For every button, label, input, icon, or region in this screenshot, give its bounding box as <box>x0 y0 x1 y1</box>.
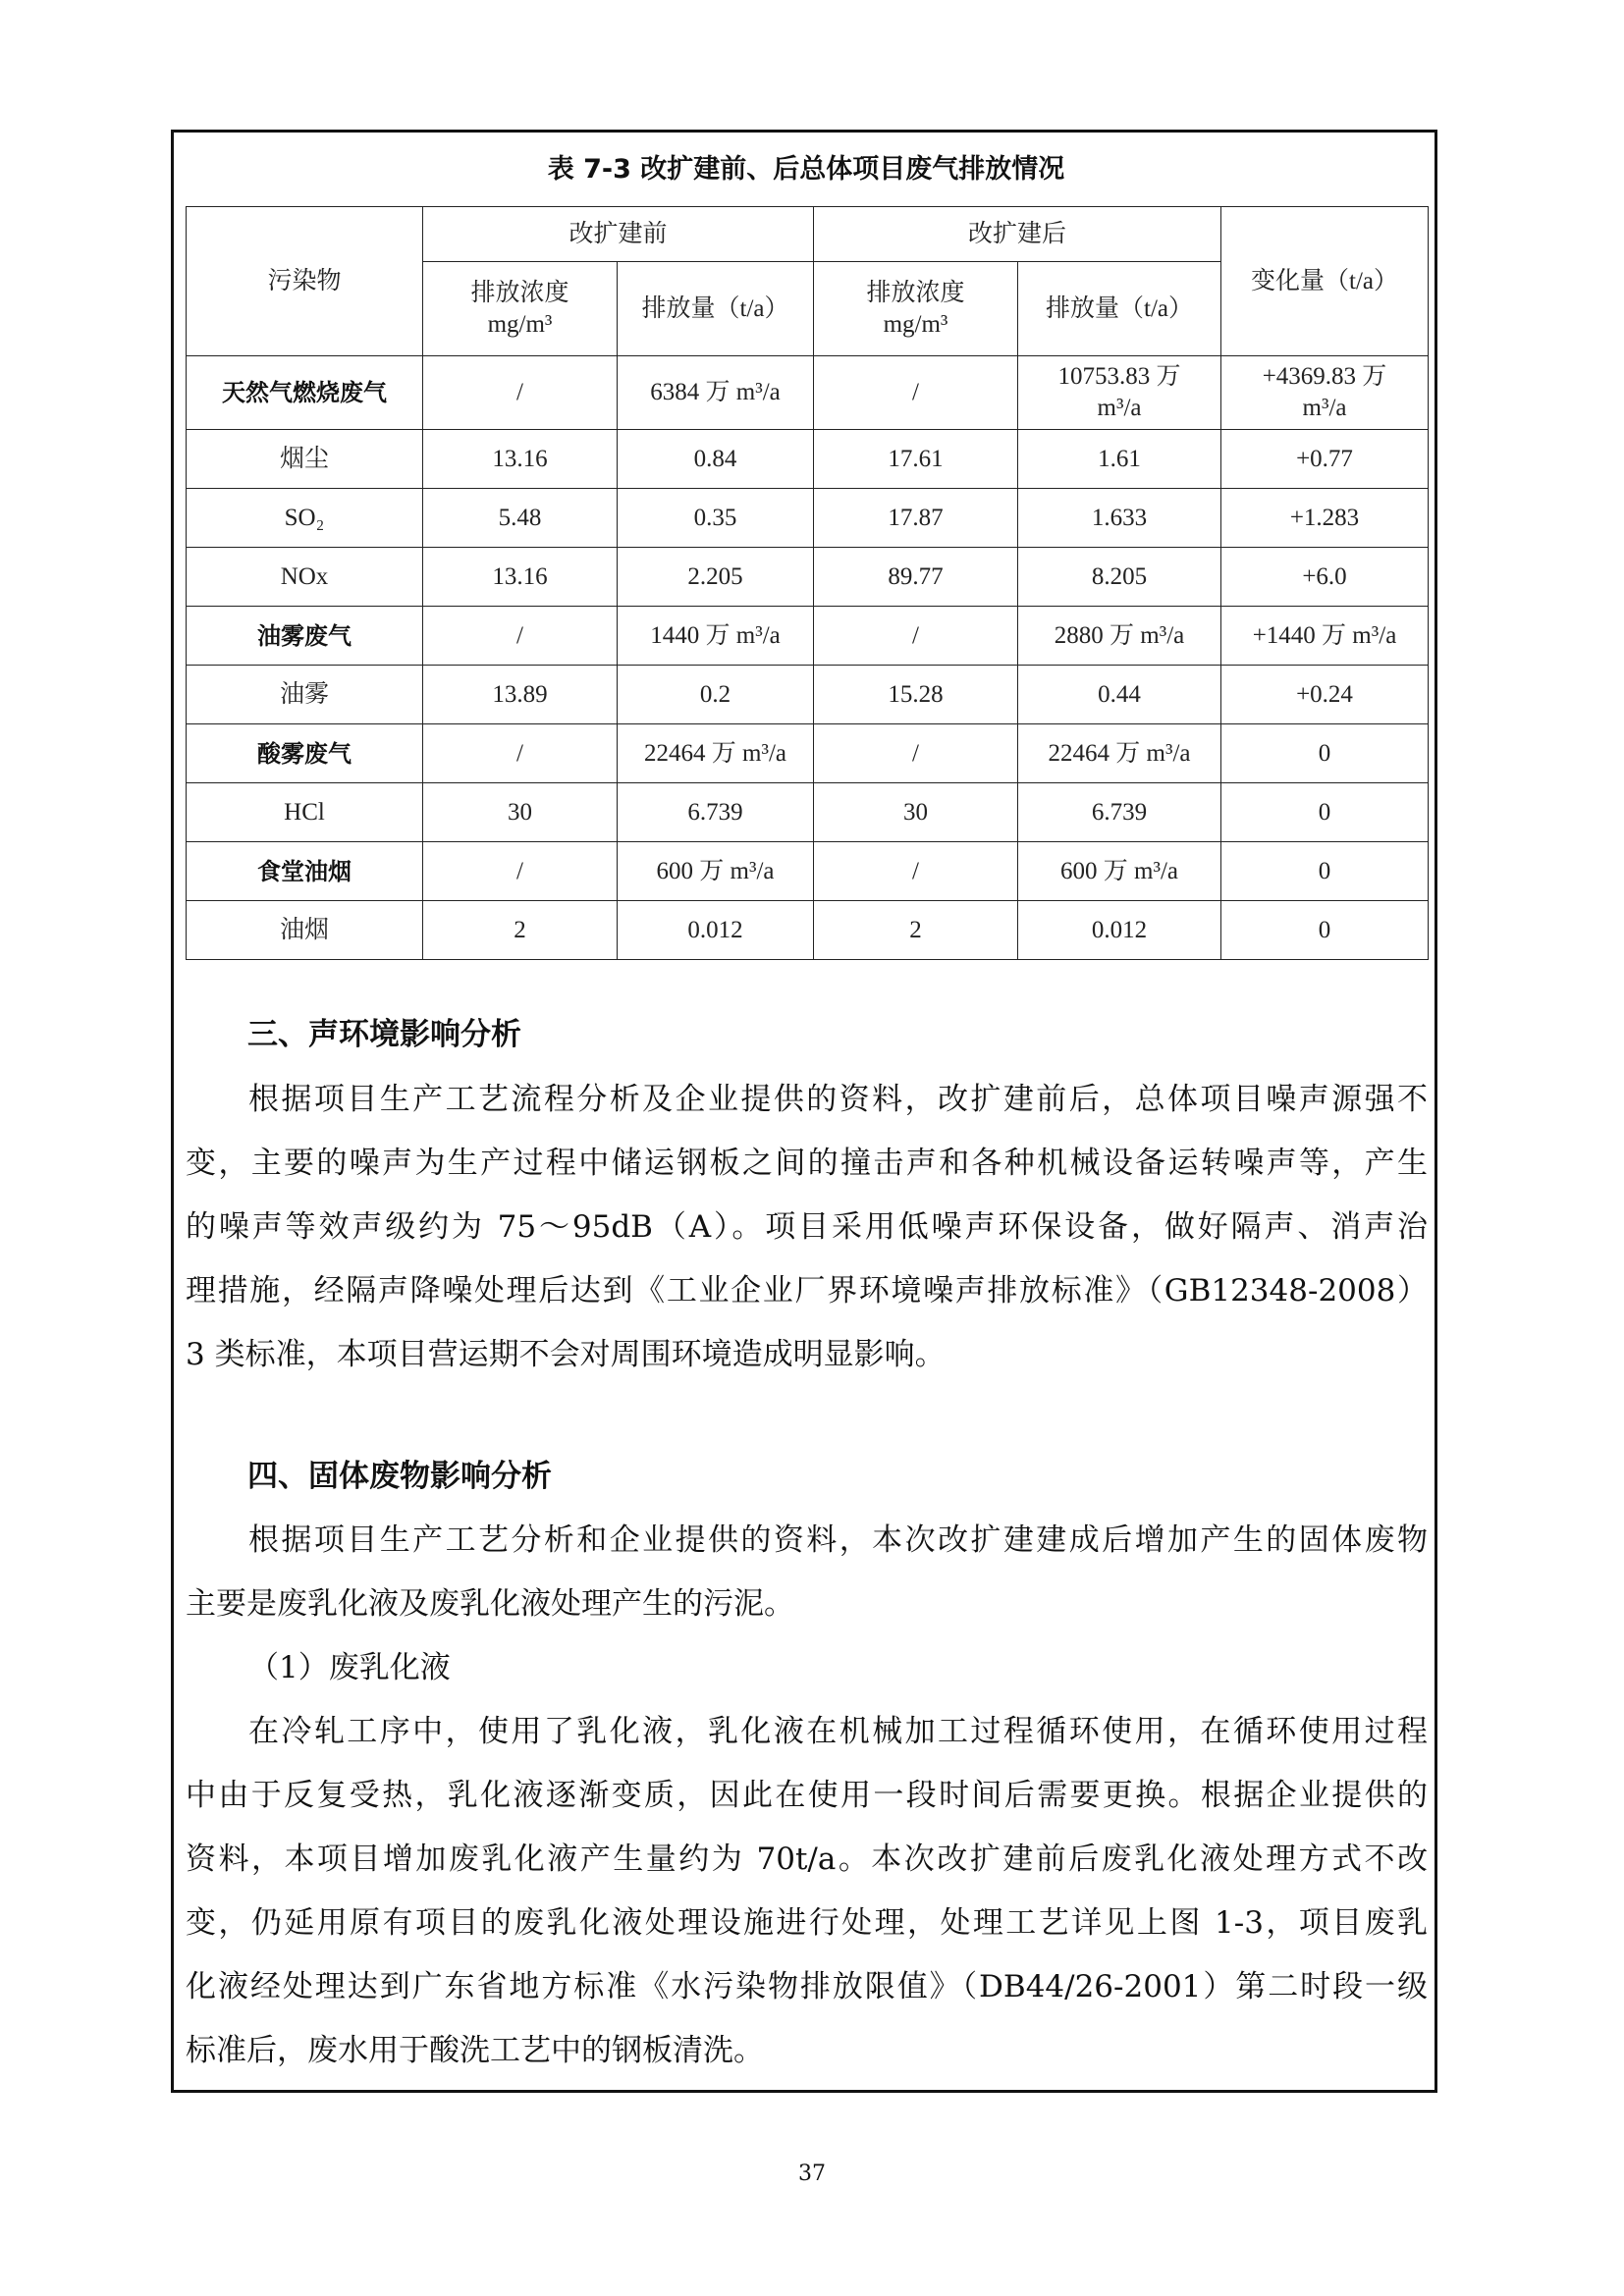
paragraph-line: 根据项目生产工艺流程分析及企业提供的资料，改扩建前后，总体项目噪声源强不 <box>248 1082 1428 1117</box>
cell-a2: 0.012 <box>1018 901 1221 960</box>
paragraph-line: 在冷轧工序中，使用了乳化液，乳化液在机械加工过程循环使用，在循环使用过程 <box>248 1714 1428 1749</box>
header-conc-after <box>814 262 1018 356</box>
cell-d: +6.0 <box>1221 548 1429 607</box>
cell-c2: 17.61 <box>814 430 1018 489</box>
cell-a1: 600 万 m³/a <box>618 842 814 901</box>
section4-heading: 四、固体废物影响分析 <box>247 1459 552 1494</box>
cell-c1: / <box>423 356 618 430</box>
cell-c2: / <box>814 724 1018 783</box>
cell-d: 0 <box>1221 724 1429 783</box>
cell-c2: / <box>814 607 1018 666</box>
table-row <box>187 783 1429 842</box>
table-row <box>187 666 1429 724</box>
cell-d: 0 <box>1221 901 1429 960</box>
cell-c1: / <box>423 607 618 666</box>
table-row <box>187 430 1429 489</box>
cell-c1: / <box>423 842 618 901</box>
cell-a2: 2880 万 m³/a <box>1018 607 1221 666</box>
cell-c1: 2 <box>423 901 618 960</box>
cell-c2: 17.87 <box>814 489 1018 548</box>
cell-a1: 0.84 <box>618 430 814 489</box>
header-amount-before: 排放量（t/a） <box>618 262 814 356</box>
cell-c1: 30 <box>423 783 618 842</box>
paragraph-line: 标准后，废水用于酸洗工艺中的钢板清洗。 <box>186 2033 764 2068</box>
cell-a1: 6.739 <box>618 783 814 842</box>
table-row <box>187 842 1429 901</box>
cell-a1: 2.205 <box>618 548 814 607</box>
section3-body <box>186 1068 1428 1387</box>
paragraph-line: 资料，本项目增加废乳化液产生量约为 70t/a。本次改扩建前后废乳化液处理方式不改 <box>186 1842 1428 1877</box>
cell-d: 0 <box>1221 783 1429 842</box>
paragraph-line: 中由于反复受热，乳化液逐渐变质，因此在使用一段时间后需要更换。根据企业提供的 <box>186 1778 1428 1813</box>
cell-name: 油雾废气 <box>187 607 423 666</box>
paragraph-line: 的噪声等效声级约为 75～95dB（A）。项目采用低噪声环保设备，做好隔声、消声治 <box>186 1209 1428 1245</box>
header-amount-after: 排放量（t/a） <box>1018 262 1221 356</box>
table-title: 表 7-3 改扩建前、后总体项目废气排放情况 <box>547 154 1065 185</box>
cell-c1: 13.89 <box>423 666 618 724</box>
cell-d: +0.77 <box>1221 430 1429 489</box>
cell-a1: 6384 万 m³/a <box>618 356 814 430</box>
conc-label: 排放浓度 <box>470 279 569 306</box>
cell-a2: 10753.83 万 m³/a <box>1018 356 1221 430</box>
paragraph-line: 变，仍延用原有项目的废乳化液处理设施进行处理，处理工艺详见上图 1-3，项目废乳 <box>186 1905 1428 1941</box>
cell-name: 天然气燃烧废气 <box>187 356 423 430</box>
cell-c2: 15.28 <box>814 666 1018 724</box>
cell-a1: 0.2 <box>618 666 814 724</box>
section4-body <box>186 1509 1428 2083</box>
conc-unit: mg/m³ <box>487 310 553 338</box>
cell-c1: / <box>423 724 618 783</box>
emissions-table <box>186 206 1429 960</box>
cell-a2: 1.61 <box>1018 430 1221 489</box>
cell-c2: 89.77 <box>814 548 1018 607</box>
table-row <box>187 607 1429 666</box>
paragraph-line: 主要是废乳化液及废乳化液处理产生的污泥。 <box>186 1586 794 1622</box>
conc-unit: mg/m³ <box>883 310 948 338</box>
cell-a1: 0.012 <box>618 901 814 960</box>
cell-a2: 600 万 m³/a <box>1018 842 1221 901</box>
section3-heading: 三、声环境影响分析 <box>247 1017 521 1052</box>
table-row <box>187 901 1429 960</box>
cell-a1: 1440 万 m³/a <box>618 607 814 666</box>
header-before: 改扩建前 <box>423 207 814 262</box>
cell-c2: 30 <box>814 783 1018 842</box>
cell-d: +1.283 <box>1221 489 1429 548</box>
page-number: 37 <box>798 2162 826 2186</box>
paragraph-line: 化液经处理达到广东省地方标准《水污染物排放限值》（DB44/26-2001）第二时段一级 <box>186 1969 1428 2004</box>
paragraph-line: 变，主要的噪声为生产过程中储运钢板之间的撞击声和各种机械设备运转噪声等，产生 <box>186 1146 1428 1181</box>
cell-name: 食堂油烟 <box>187 842 423 901</box>
cell-name: 油雾 <box>187 666 423 724</box>
conc-label: 排放浓度 <box>866 279 965 306</box>
table-row <box>187 356 1429 430</box>
table-row <box>187 489 1429 548</box>
cell-c2: / <box>814 842 1018 901</box>
cell-a2: 1.633 <box>1018 489 1221 548</box>
header-conc-before <box>423 262 618 356</box>
cell-name: 油烟 <box>187 901 423 960</box>
cell-a1: 0.35 <box>618 489 814 548</box>
cell-c2: 2 <box>814 901 1018 960</box>
cell-a2: 22464 万 m³/a <box>1018 724 1221 783</box>
table-row <box>187 724 1429 783</box>
subsection-heading: （1）废乳化液 <box>248 1650 451 1685</box>
header-change: 变化量（t/a） <box>1221 207 1429 356</box>
cell-c2: / <box>814 356 1018 430</box>
paragraph-line: 根据项目生产工艺分析和企业提供的资料，本次改扩建建成后增加产生的固体废物 <box>248 1522 1428 1558</box>
cell-a2: 6.739 <box>1018 783 1221 842</box>
cell-name: 烟尘 <box>187 430 423 489</box>
table-row <box>187 548 1429 607</box>
cell-a2: 8.205 <box>1018 548 1221 607</box>
cell-name: HCl <box>187 783 423 842</box>
cell-d: 0 <box>1221 842 1429 901</box>
cell-name: NOx <box>187 548 423 607</box>
cell-d: +1440 万 m³/a <box>1221 607 1429 666</box>
header-after: 改扩建后 <box>814 207 1221 262</box>
cell-c1: 5.48 <box>423 489 618 548</box>
cell-a1: 22464 万 m³/a <box>618 724 814 783</box>
cell-name: SO₂ <box>187 489 423 548</box>
paragraph-line: 理措施，经隔声降噪处理后达到《工业企业厂界环境噪声排放标准》（GB12348-2008） <box>186 1273 1428 1308</box>
cell-c1: 13.16 <box>423 430 618 489</box>
paragraph-line: 3 类标准，本项目营运期不会对周围环境造成明显影响。 <box>186 1337 946 1372</box>
cell-d: +4369.83 万 m³/a <box>1221 356 1429 430</box>
header-pollutant: 污染物 <box>187 207 423 356</box>
cell-name: 酸雾废气 <box>187 724 423 783</box>
cell-a2: 0.44 <box>1018 666 1221 724</box>
cell-d: +0.24 <box>1221 666 1429 724</box>
cell-c1: 13.16 <box>423 548 618 607</box>
